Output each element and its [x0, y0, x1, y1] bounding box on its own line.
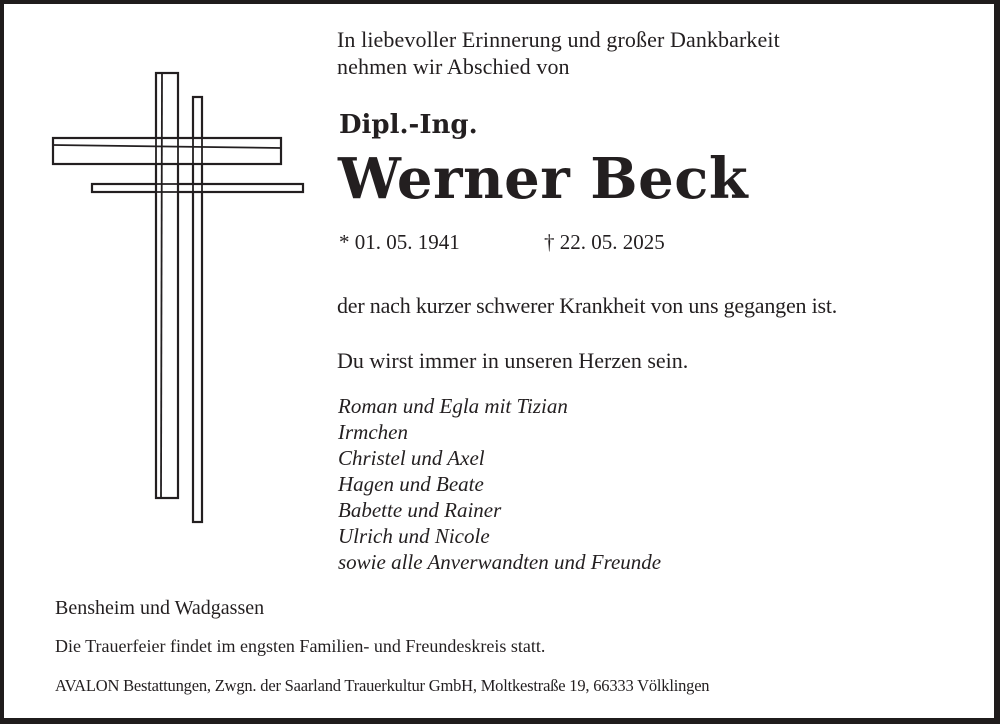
place-text: Bensheim und Wadgassen: [55, 597, 265, 619]
ceremony-text: Die Trauerfeier findet im engsten Familien- und Freundeskreis statt.: [55, 636, 546, 656]
passing-text: der nach kurzer schwerer Krankheit von uns gegangen ist.: [337, 293, 838, 318]
undertaker-text: AVALON Bestattungen, Zwgn. der Saarland Trauerkultur GmbH, Moltkestraße 19, 66333 Völklingen: [55, 676, 710, 695]
intro-line-2: nehmen wir Abschied von: [337, 54, 570, 79]
deceased-name: Werner Beck: [338, 146, 749, 212]
mourner-line: Irmchen: [338, 420, 408, 444]
memorial-text: Du wirst immer in unseren Herzen sein.: [337, 348, 689, 373]
mourners-list: [338, 393, 661, 575]
mourner-line: Roman und Egla mit Tizian: [338, 394, 568, 418]
intro-text: [337, 26, 780, 80]
academic-title: Dipl.-Ing.: [339, 110, 478, 140]
death-date: † 22. 05. 2025: [544, 230, 665, 254]
obituary-notice: [4, 4, 994, 718]
intro-line-1: In liebevoller Erinnerung und großer Dankbarkeit: [337, 27, 780, 52]
mourner-line: Babette und Rainer: [338, 498, 502, 522]
mourner-line: Christel und Axel: [338, 446, 485, 470]
birth-date: * 01. 05. 1941: [339, 230, 460, 254]
mourner-line: Hagen und Beate: [338, 472, 484, 496]
mourner-line: Ulrich und Nicole: [338, 524, 490, 548]
mourner-line: sowie alle Anverwandten und Freunde: [338, 550, 662, 574]
